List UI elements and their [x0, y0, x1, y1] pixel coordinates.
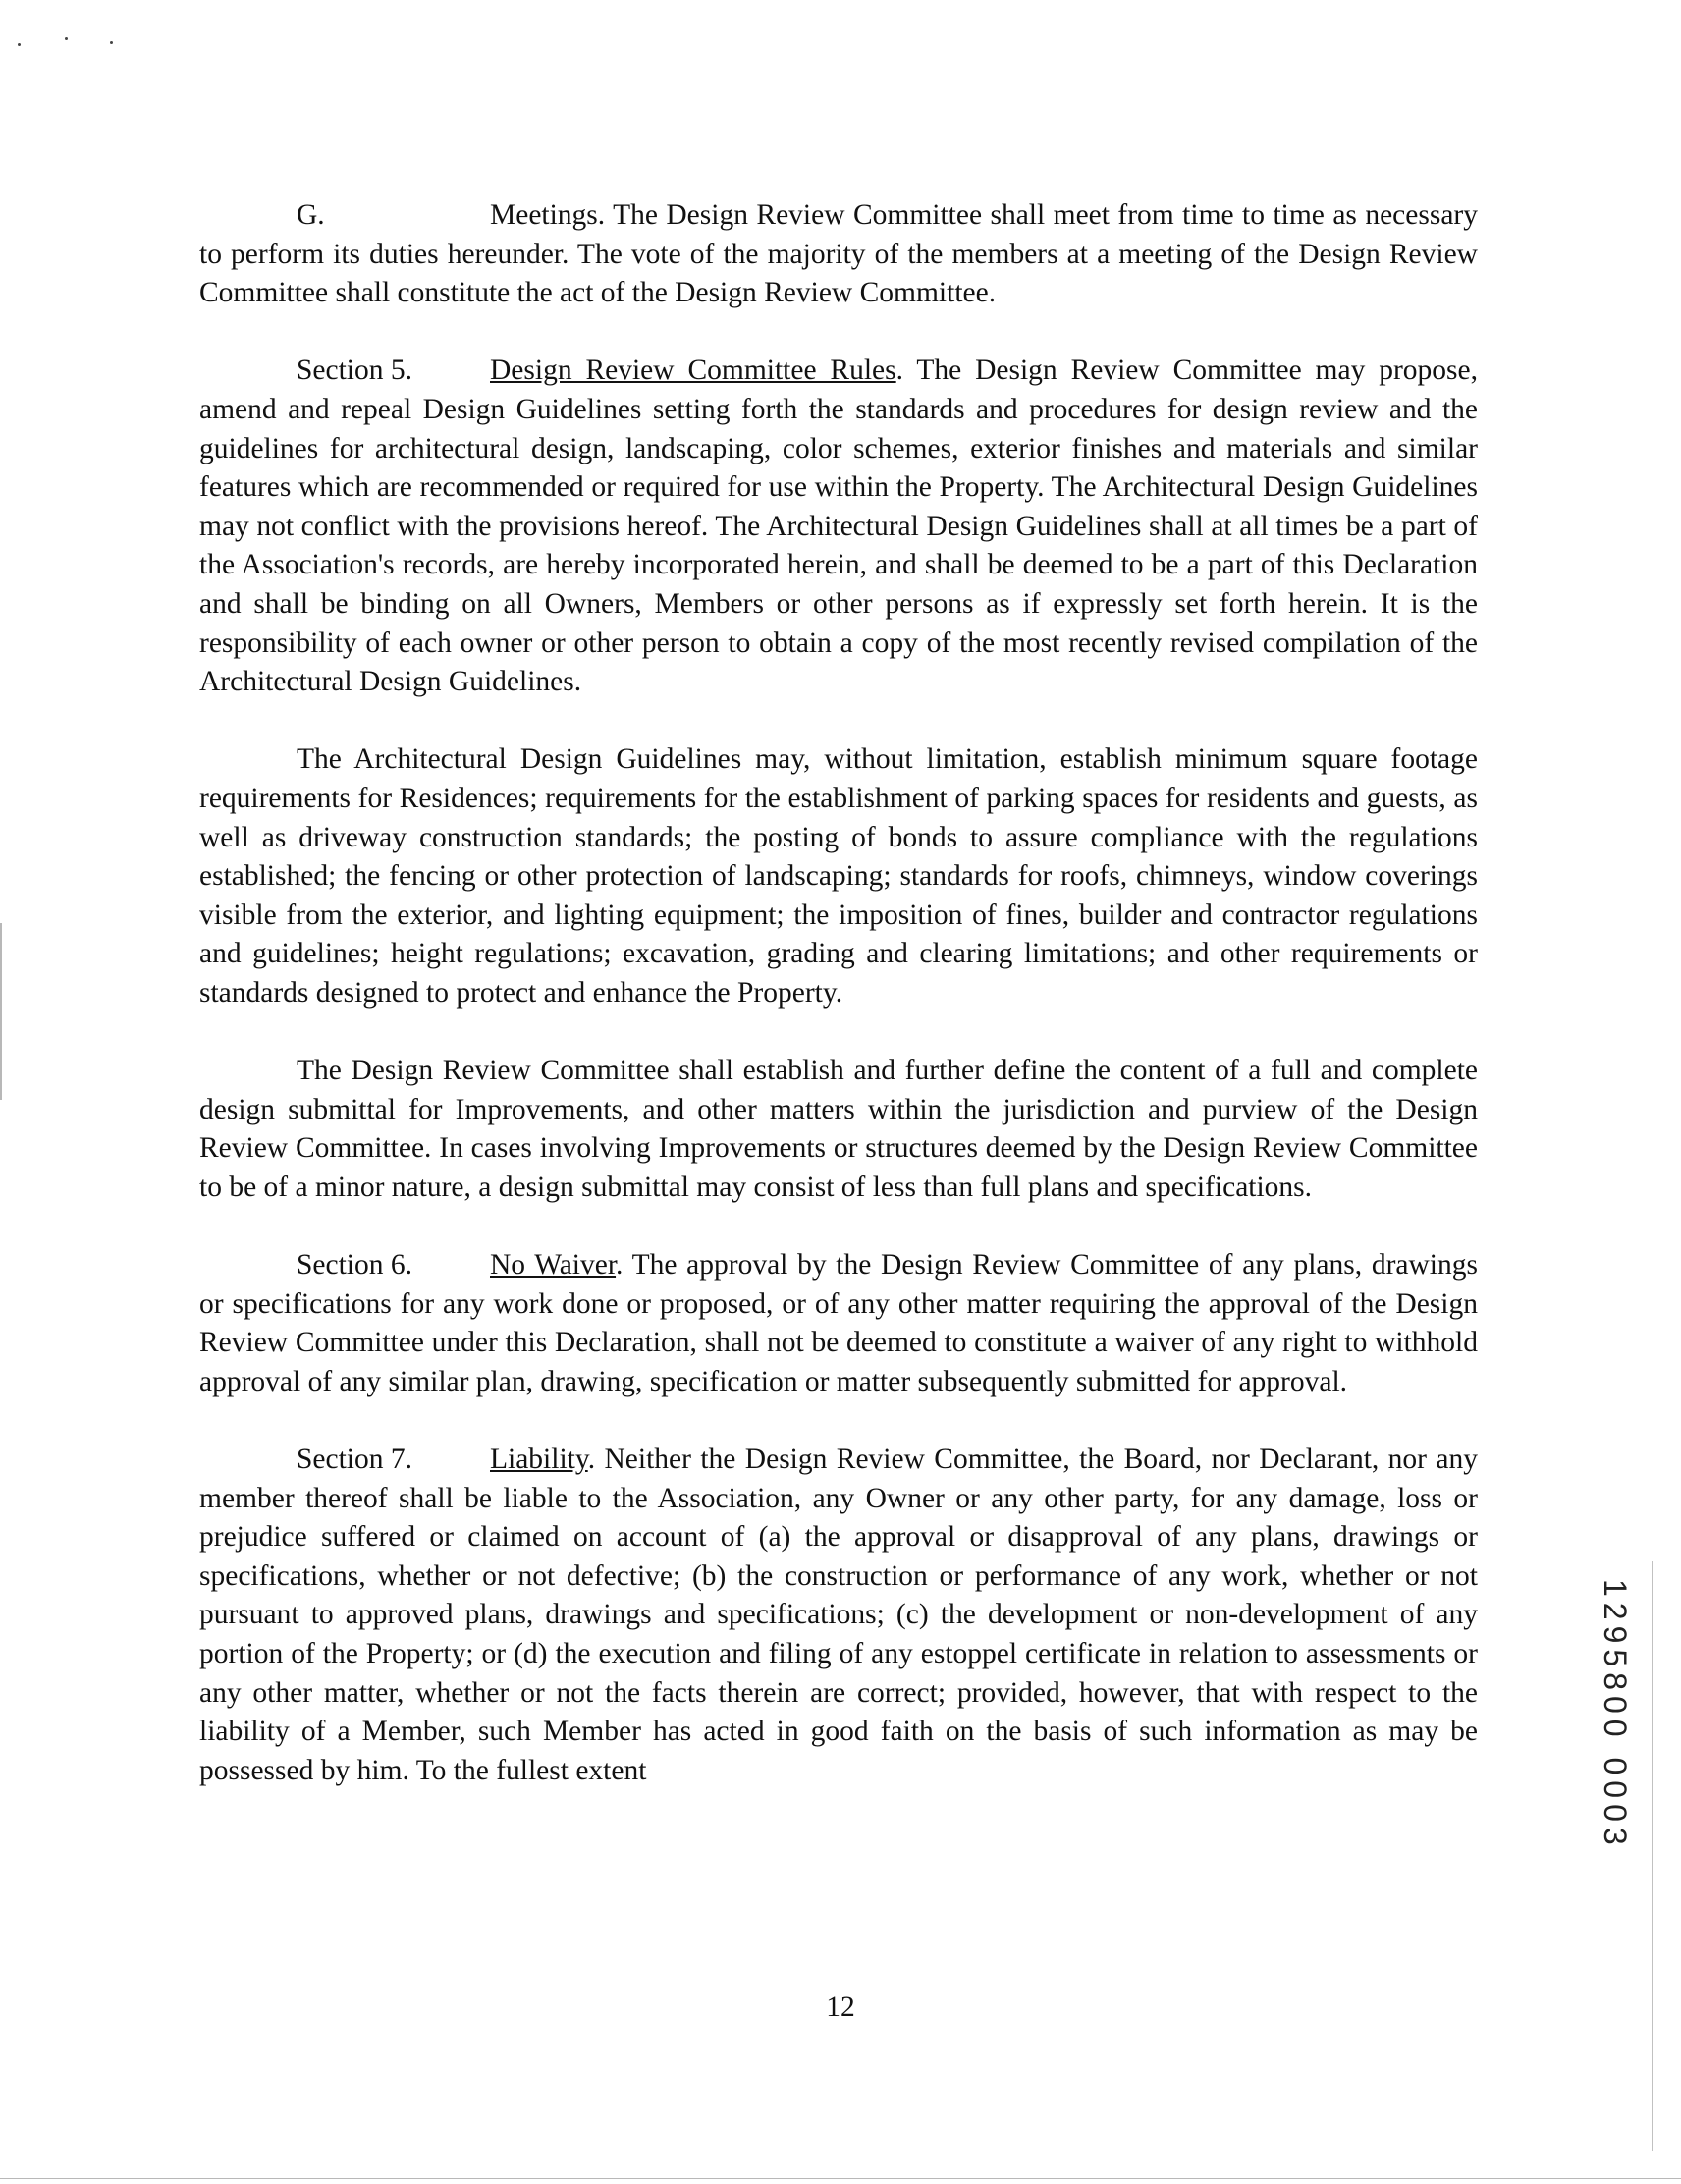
section-label: Section 6. [297, 1249, 412, 1282]
paragraph-section-7 [199, 1441, 1478, 1790]
paragraph-text: Meetings. The Design Review Committee shall meet from time to time as necessary to perform its duties hereunder. The vote of the majority of the members at a meeting of the Design Review Committee shall constitute the act of the Design Review Committee. [199, 199, 1478, 309]
side-stamp-text: 1295800 0003 [1598, 1579, 1633, 1851]
paragraph-text: The Design Review Committee shall establish and further define the content of a full and complete design submittal for Improvements, and other matters within the jurisdiction and purview of the Design Review Committee. In cases involving Improvements or structures deemed by the Design Review Committee to be of a minor nature, a design submittal may consist of less than full plans and specifications. [199, 1055, 1478, 1203]
paragraph-design-submittal [199, 1052, 1478, 1207]
paragraph-text: . The Design Review Committee may propose, amend and repeal Design Guidelines setting forth the standards and procedures for design review and the guidelines for architectural design, landscaping, color schemes, exterior finishes and materials and similar features which are recommended or required for use within the Property. The Architectural Design Guidelines may not conflict with the provisions hereof. The Architectural Design Guidelines shall at all times be a part of the Association's records, are hereby incorporated herein, and shall be deemed to be a part of this Declaration and shall be binding on all Owners, Members or other persons as if expressly set forth herein. It is the responsibility of each owner or other person to obtain a copy of the most recently revised compilation of the Architectural Design Guidelines. [199, 355, 1478, 698]
paragraph-text: The Architectural Design Guidelines may, without limitation, establish minimum square footage requirements for Residences; requirements for the establishment of parking spaces for residents and guests, as well as driveway construction standards; the posting of bonds to assure compliance with the regulations established; the fencing or other protection of landscaping; standards for roofs, chimneys, window coverings visible from the exterior, and lighting equipment; the imposition of fines, builder and contractor regulations and guidelines; height regulations; excavation, grading and clearing limitations; and other requirements or standards designed to protect and enhance the Property. [199, 743, 1478, 1009]
paragraph-guidelines-scope [199, 740, 1478, 1012]
scan-edge-right [1652, 1561, 1653, 2151]
section-title: Liability [490, 1444, 588, 1475]
paragraph-g-meetings [199, 196, 1478, 313]
page-number: 12 [826, 1992, 855, 2023]
paragraph-section-6 [199, 1246, 1478, 1401]
scan-edge-bottom [0, 2178, 1681, 2179]
paragraph-text: . Neither the Design Review Committee, the Board, nor Declarant, nor any member thereof shall be liable to the Association, any Owner or any other party, for any damage, loss or prejudice suffered or claimed on account of (a) the approval or disapproval of any plans, drawings or specifications, whether or not defective; (b) the construction or performance of any work, whether or not pursuant to approved plans, drawings and specifications; (c) the development or non-development of any portion of the Property; or (d) the execution and filing of any estoppel certificate in relation to assessments or any other matter, whether or not the facts therein are correct; provided, however, that with respect to the liability of a Member, such Member has acted in good faith on the basis of such information as may be possessed by him. To the fullest extent [199, 1444, 1478, 1786]
scan-edge-left [0, 923, 2, 1100]
paragraph-section-5 [199, 352, 1478, 701]
paragraph-text: . The approval by the Design Review Committee of any plans, drawings or specifications for any work done or proposed, or of any other matter requiring the approval of the Design Review Committee under this Declaration, shall not be deemed to constitute a waiver of any right to withhold approval of any similar plan, drawing, specification or matter subsequently submitted for approval. [199, 1249, 1478, 1397]
scan-speck [110, 41, 113, 44]
side-stamp [1596, 1579, 1635, 1874]
paragraph-label: G. [297, 199, 325, 231]
section-title: No Waiver [490, 1249, 617, 1282]
scan-speck [65, 37, 68, 40]
section-label: Section 7. [297, 1444, 412, 1475]
section-label: Section 5. [297, 355, 412, 387]
section-title: Design Review Committee Rules [490, 355, 896, 387]
scan-speck [18, 43, 21, 46]
document-body [199, 196, 1478, 1790]
